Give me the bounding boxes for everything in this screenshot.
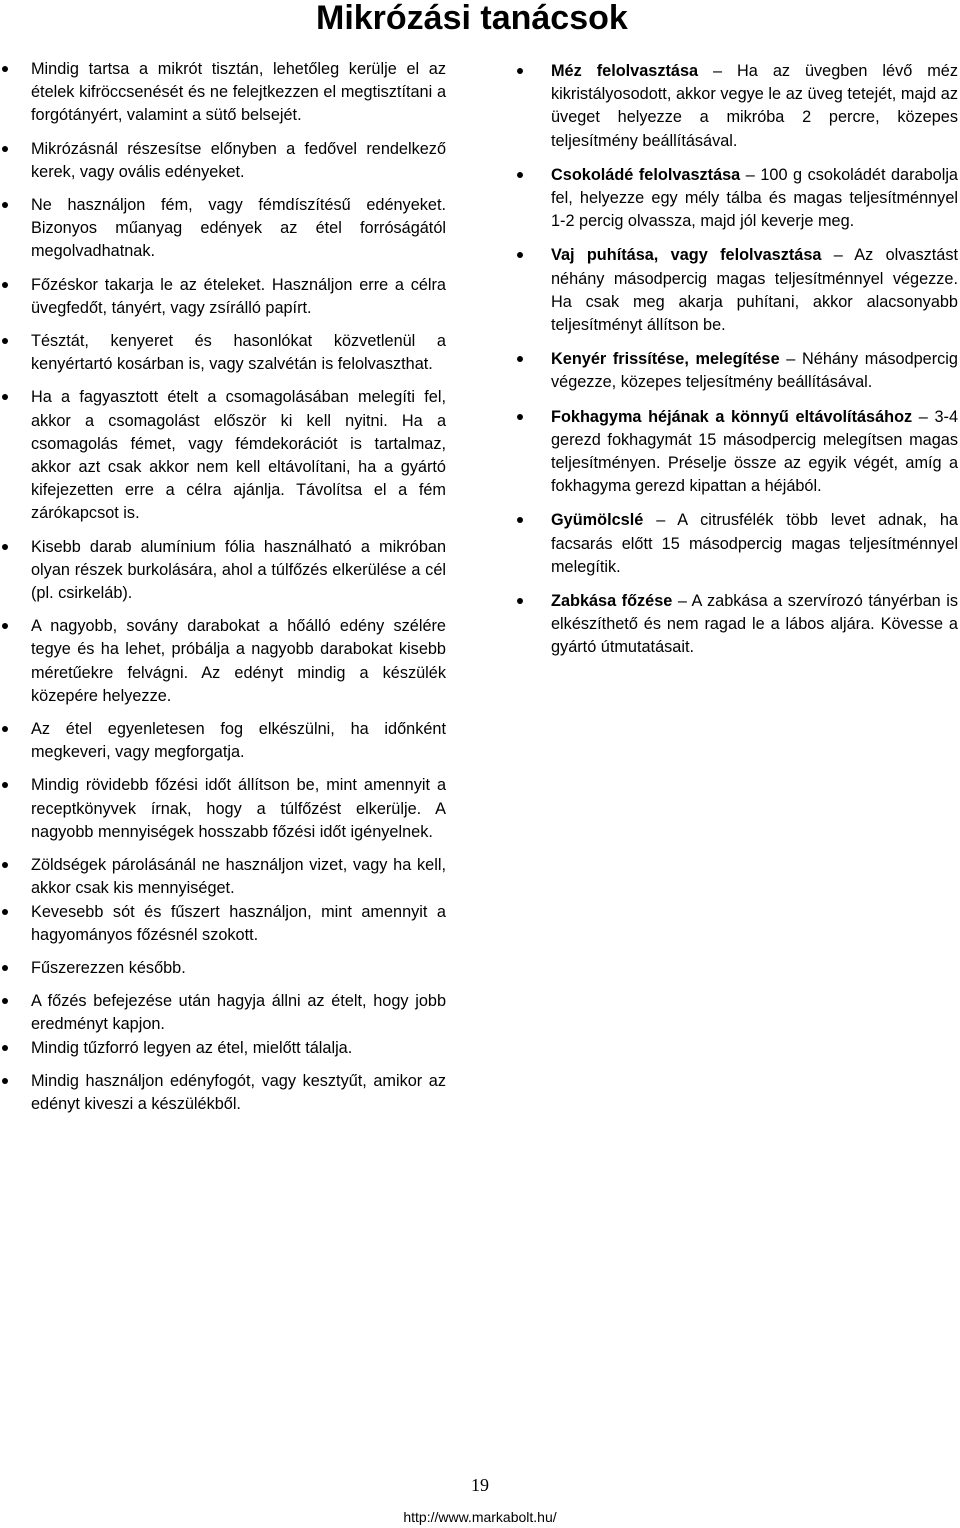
bullet-icon: [2, 623, 8, 629]
bullet-icon: [2, 965, 8, 971]
tip-label: Méz felolvasztása: [551, 62, 699, 80]
list-item: Mikrózásnál részesítse előnyben a fedővel rendelkező kerek, vagy ovális edényeket.: [0, 138, 446, 184]
list-item: Méz felolvasztása – Ha az üvegben lévő méz kikristályosodott, akkor vegye le az üveg tetejét, majd az üveget helyezze a mikróba 2 percre, közepes teljesítmény beállításával.: [520, 60, 958, 153]
list-item: Fokhagyma héjának a könnyű eltávolításához – 3-4 gerezd fokhagymát 15 másodpercig melegítsen magas teljesítményen. Préselje össze az egyik végét, amíg a fokhagyma gerezd kipattan a héjából.: [520, 406, 958, 499]
bullet-icon: [2, 146, 8, 152]
list-item: Kenyér frissítése, melegítése – Néhány másodpercig végezze, közepes teljesítmény beállításával.: [520, 348, 958, 394]
page-number: 19: [471, 1475, 489, 1495]
tip-label: Csokoládé felolvasztása: [551, 165, 741, 184]
bullet-icon: [2, 998, 8, 1004]
bullet-icon: [2, 862, 8, 868]
list-item: Tésztát, kenyeret és hasonlókat közvetlenül a kenyértartó kosárban is, vagy szalvétán is felolvaszthat.: [0, 330, 446, 376]
bullet-icon: [2, 544, 8, 550]
list-item: Ha a fagyasztott ételt a csomagolásában melegíti fel, akkor a csomagolást először ki kell nyitni. Ha a csomagolás fémet, vagy fémdekorációt is tartalmaz, akkor azt csak akkor nem kell eltávolítani, ha a gyártó kifejezetten erre a célra ajánlja. Távolítsa el a fém zárókapcsot is.: [0, 386, 446, 525]
tip-label: Kenyér frissítése, melegítése: [551, 350, 780, 369]
list-item: Vaj puhítása, vagy felolvasztása – Az olvasztást néhány másodpercig magas teljesítménnyel végezze. Ha csak meg akarja puhítani, akkor alacsonyabb teljesítményt állítson be.: [520, 244, 958, 337]
bullet-icon: [2, 782, 8, 788]
list-item: Kevesebb sót és fűszert használjon, mint amennyit a hagyományos főzésnél szokott.: [0, 901, 446, 947]
bullet-icon: [2, 394, 8, 400]
list-item: A főzés befejezése után hagyja állni az ételt, hogy jobb eredményt kapjon.: [0, 990, 446, 1036]
bullet-icon: [2, 1045, 8, 1051]
bullet-icon: [2, 1078, 8, 1084]
bullet-icon: [517, 598, 523, 604]
tip-label: Vaj puhítása, vagy felolvasztása: [551, 246, 822, 265]
bullet-icon: [2, 282, 8, 288]
list-item: Csokoládé felolvasztása – 100 g csokoládét darabolja fel, helyezze egy mély tálba és magas teljesítménnyel 1-2 percig olvassza, majd jól keverje meg.: [520, 164, 958, 234]
bullet-icon: [2, 202, 8, 208]
tip-label: Fokhagyma héjának a könnyű eltávolításához: [551, 407, 913, 426]
bullet-icon: [2, 909, 8, 915]
bullet-icon: [2, 338, 8, 344]
bullet-icon: [2, 726, 8, 732]
list-item: Mindig tartsa a mikrót tisztán, lehetőleg kerülje el az ételek kifröccsenését és ne felejtkezzen el megtisztítani a forgótányért, valamint a sütő belsejét.: [0, 58, 446, 128]
list-item: Kisebb darab alumínium fólia használható a mikróban olyan részek burkolására, ahol a túlfőzés elkerülése a cél (pl. csirkeláb).: [0, 536, 446, 606]
bullet-icon: [517, 414, 523, 420]
right-tips-list: [520, 58, 958, 671]
bullet-icon: [517, 517, 523, 523]
list-item: Mindig használjon edényfogót, vagy kesztyűt, amikor az edényt kiveszi a készülékből.: [0, 1070, 446, 1116]
list-item: Zöldségek párolásánál ne használjon vizet, vagy ha kell, akkor csak kis mennyiséget.: [0, 854, 446, 900]
list-item: Mindig tűzforró legyen az étel, mielőtt tálalja.: [0, 1037, 446, 1060]
bullet-icon: [517, 252, 523, 258]
tip-label: Gyümölcslé: [551, 511, 644, 530]
list-item: Fűszerezzen később.: [0, 957, 446, 980]
bullet-icon: [517, 356, 523, 362]
list-item: Ne használjon fém, vagy fémdíszítésű edényeket. Bizonyos műanyag edények az étel forróságától megolvadhatnak.: [0, 194, 446, 264]
list-item: Az étel egyenletesen fog elkészülni, ha időnként megkeveri, vagy megforgatja.: [0, 718, 446, 764]
footer-url: http://www.markabolt.hu/: [403, 1509, 557, 1525]
list-item: Gyümölcslé – A citrusfélék több levet adnak, ha facsarás előtt 15 másodpercig magas teljesítménnyel melegítik.: [520, 509, 958, 579]
bullet-icon: [2, 66, 8, 72]
page-title: Mikrózási tanácsok: [316, 0, 628, 37]
bullet-icon: [517, 172, 523, 178]
left-tips-list: [0, 58, 446, 1126]
list-item: Zabkása főzése – A zabkása a szervírozó tányérban is elkészíthető és nem ragad le a lábos aljára. Kövesse a gyártó útmutatásait.: [520, 590, 958, 660]
bullet-icon: [517, 68, 523, 74]
list-item: Mindig rövidebb főzési időt állítson be, mint amennyit a receptkönyvek írnak, hogy a túlfőzést elkerülje. A nagyobb mennyiségek hosszabb főzési időt igényelnek.: [0, 774, 446, 844]
list-item: A nagyobb, sovány darabokat a hőálló edény szélére tegye és ha lehet, próbálja a nagyobb darabokat kisebb méretűekre felvágni. Az edényt mindig a készülék közepére helyezze.: [0, 615, 446, 708]
list-item: Főzéskor takarja le az ételeket. Használjon erre a célra üvegfedőt, tányért, vagy zsírálló papírt.: [0, 274, 446, 320]
tip-label: Zabkása főzése: [551, 592, 673, 611]
